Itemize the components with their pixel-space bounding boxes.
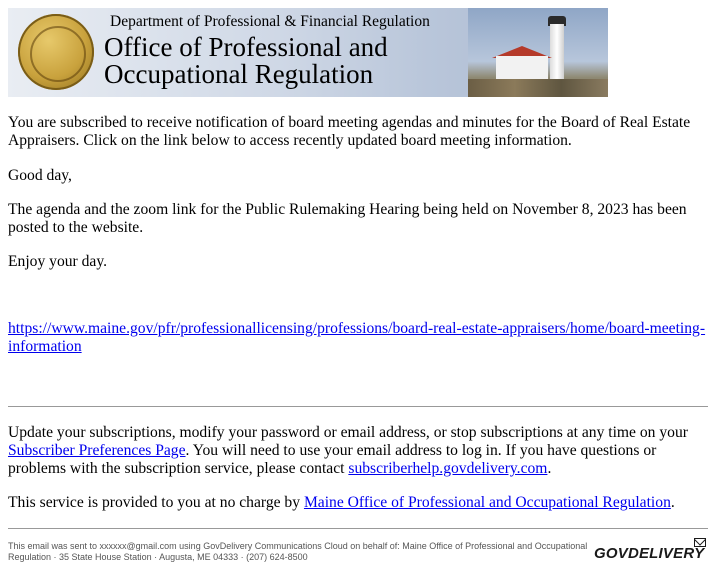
intro-paragraph: You are subscribed to receive notification of board meeting agendas and minutes for the Board of Real Estate Appraisers. Click on the link below to access recently updated board meeting information. (8, 114, 691, 149)
service-paragraph (8, 494, 708, 512)
divider-bottom (8, 528, 708, 529)
state-seal-icon (18, 14, 94, 90)
department-title: Department of Professional & Financial Regulation (110, 13, 430, 30)
greeting-paragraph: Good day, (8, 167, 72, 184)
service-end: . (670, 494, 675, 511)
fine-print: This email was sent to xxxxxx@gmail.com using GovDelivery Communications Cloud on behalf of: Maine Office of Professional and Occupational Regulation · 35 State House Station · Augusta, ME 04333 · (207) 624-8500 (8, 541, 588, 562)
announcement-paragraph: The agenda and the zoom link for the Public Rulemaking Hearing being held on November 8, 2023 has been posted to the website. (8, 201, 687, 236)
govdelivery-logo[interactable]: GOVDELIVERY (594, 545, 705, 562)
subscriber-help-link[interactable]: subscriberhelp.govdelivery.com (348, 460, 548, 477)
office-title-line2: Occupational Regulation (104, 59, 374, 89)
lighthouse-image (468, 8, 608, 97)
service-text: This service is provided to you at no charge by (8, 494, 304, 511)
closing-paragraph: Enjoy your day. (8, 253, 108, 270)
board-meeting-link[interactable]: https://www.maine.gov/pfr/professionallicensing/professions/board-real-estate-appraisers/home/board-meeting-information (8, 320, 706, 355)
office-link[interactable]: Maine Office of Professional and Occupational Regulation (303, 494, 671, 511)
office-title (104, 34, 388, 88)
envelope-icon (694, 538, 706, 547)
update-text-2: . You will need to use your email address to log in. If you have questions or problems with the subscription service, please contact (8, 442, 657, 477)
rocks (468, 79, 608, 97)
divider-top (8, 406, 708, 407)
link-paragraph (8, 320, 708, 356)
subscription-paragraph (8, 424, 708, 478)
subscriber-preferences-link[interactable]: Subscriber Preferences Page (8, 442, 186, 459)
update-text-3: . (547, 460, 552, 477)
update-text-1: Update your subscriptions, modify your password or email address, or stop subscriptions at any time on your (8, 424, 688, 441)
lighthouse-tower (550, 24, 564, 80)
office-title-line1: Office of Professional and (104, 32, 388, 62)
header-banner (8, 8, 608, 97)
